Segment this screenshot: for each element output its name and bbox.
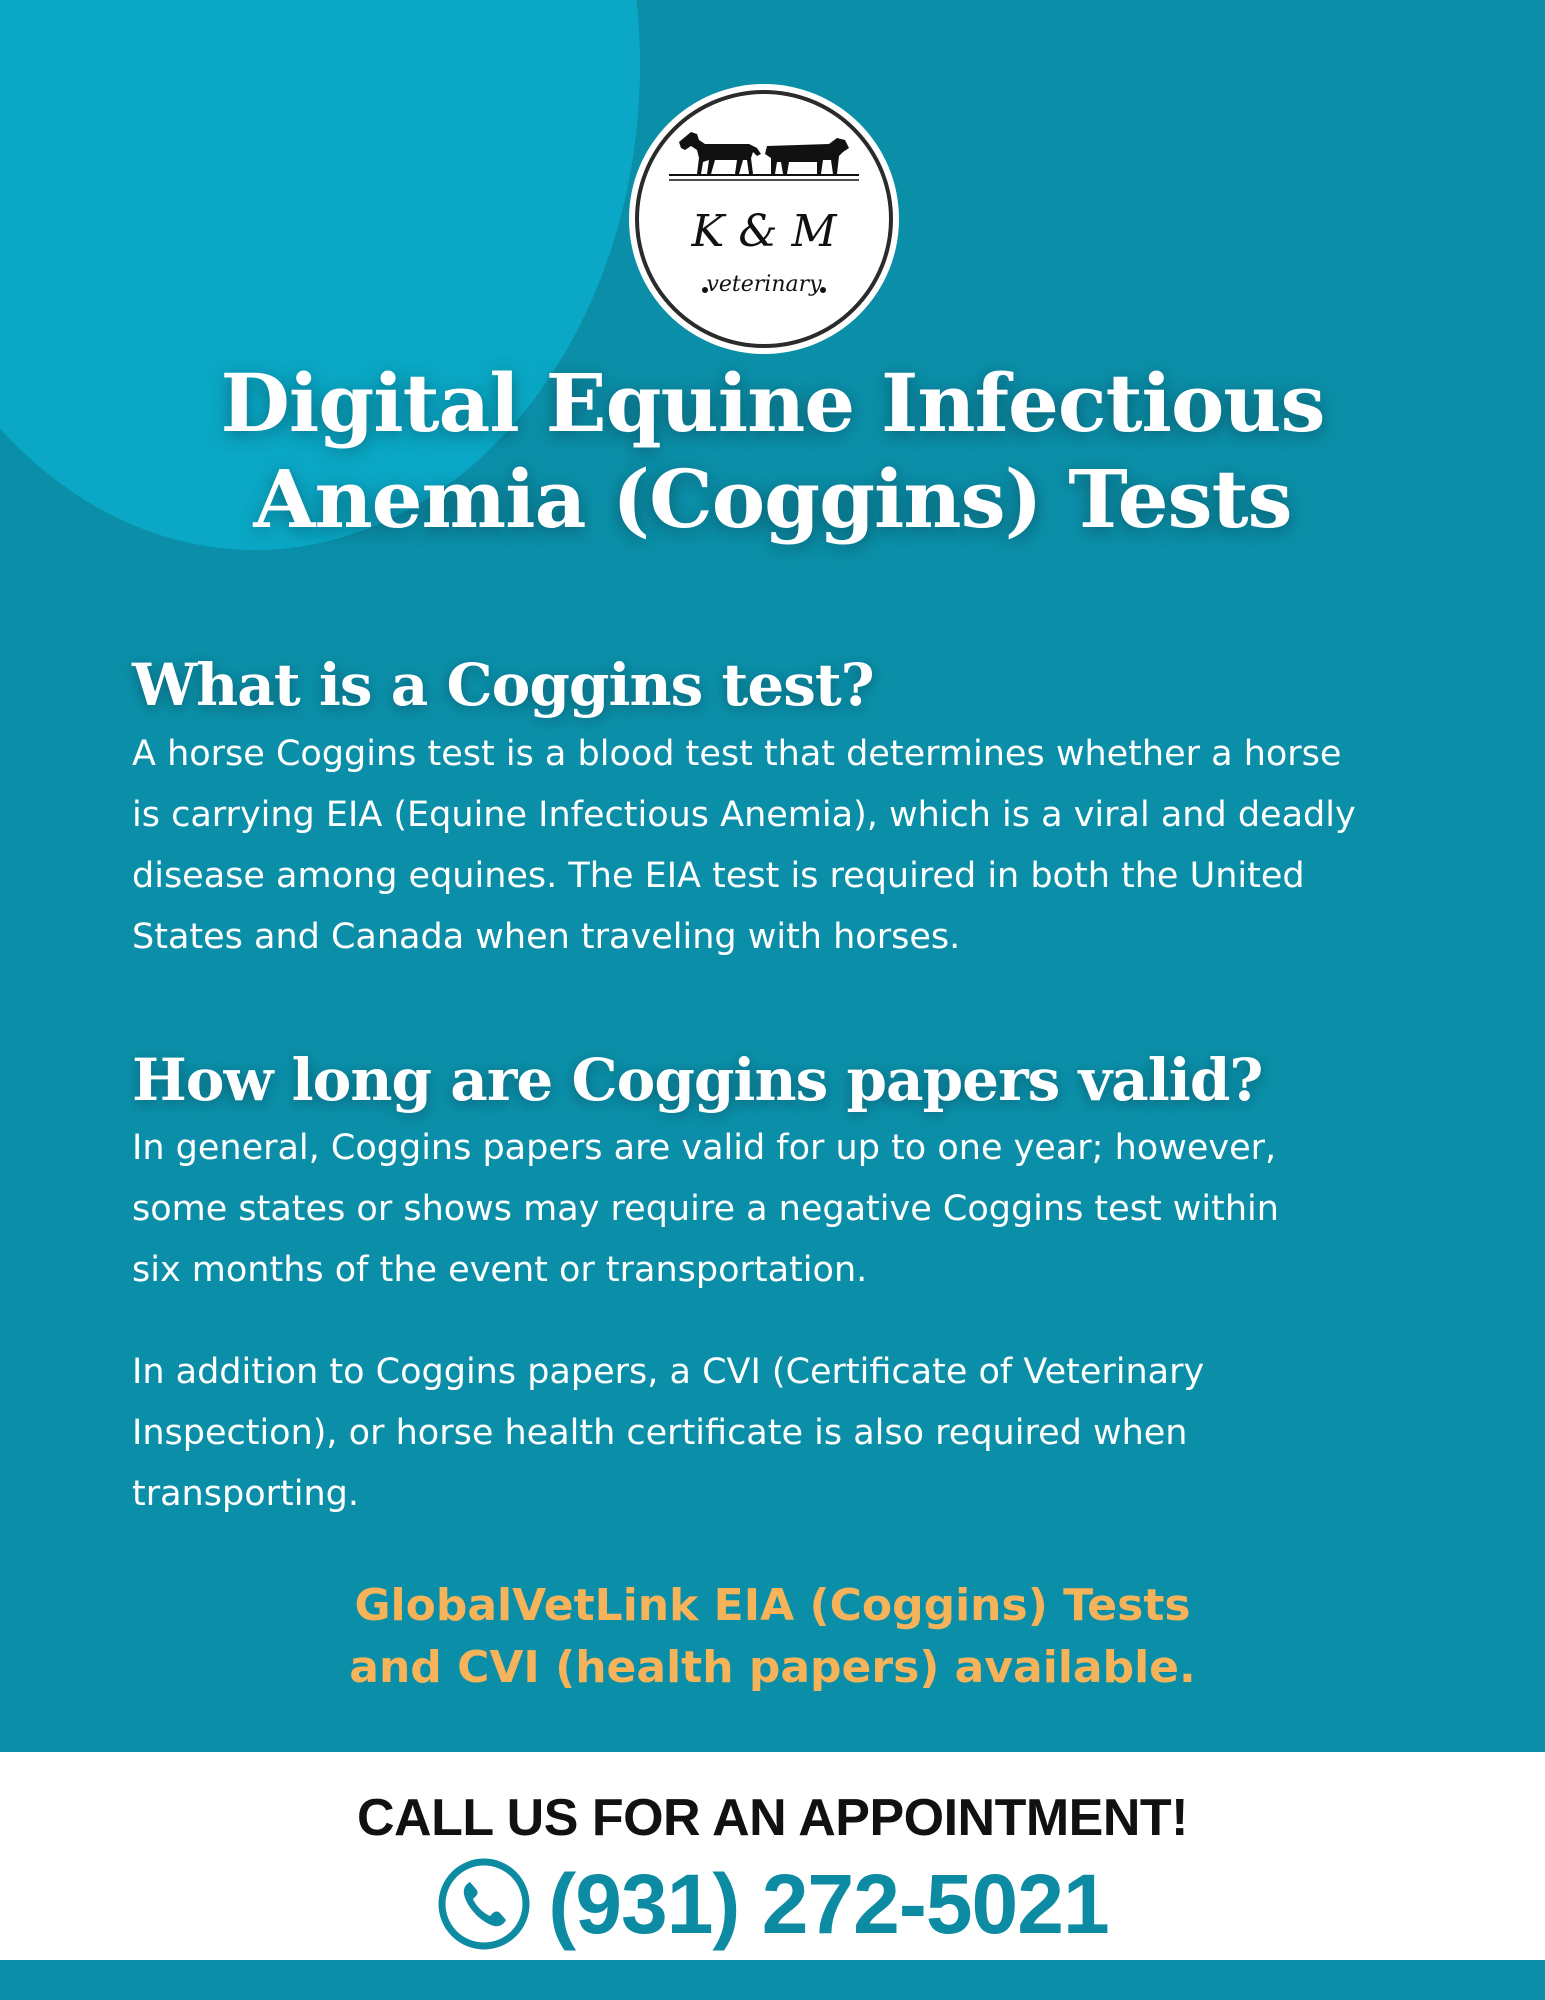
body-line: six months of the event or transportation. <box>132 1250 868 1290</box>
footer-contact <box>0 1752 1545 1960</box>
body-line: In general, Coggins papers are valid for up to one year; however, <box>132 1128 1277 1168</box>
body-line: In addition to Coggins papers, a CVI (Certificate of Veterinary <box>132 1352 1205 1392</box>
body-line: A horse Coggins test is a blood test that determines whether a horse <box>132 734 1342 774</box>
section-heading-validity: How long are Coggins papers valid? <box>132 1046 1263 1114</box>
phone-link[interactable] <box>0 1856 1545 1952</box>
phone-number[interactable]: (931) 272-5021 <box>548 1857 1109 1951</box>
page-title-line: Anemia (Coggins) Tests <box>253 452 1292 546</box>
body-line: some states or shows may require a negative Coggins test within <box>132 1189 1279 1229</box>
logo-mark: K & M <box>691 206 837 257</box>
call-to-action: CALL US FOR AN APPOINTMENT! <box>357 1789 1188 1847</box>
callout-line: and CVI (health papers) available. <box>349 1642 1196 1693</box>
body-line: States and Canada when traveling with horses. <box>132 917 961 957</box>
callout-line: GlobalVetLink EIA (Coggins) Tests <box>354 1580 1191 1631</box>
bottom-strip <box>0 1960 1545 2000</box>
body-line: Inspection), or horse health certificate is also required when <box>132 1413 1188 1453</box>
page-title-line: Digital Equine Infectious <box>220 356 1325 450</box>
phone-icon <box>436 1856 532 1952</box>
body-line: disease among equines. The EIA test is required in both the United <box>132 856 1305 896</box>
page-title <box>0 355 1545 547</box>
logo <box>635 90 893 348</box>
section-body-what-is <box>132 724 1356 968</box>
section-body-validity <box>132 1118 1279 1301</box>
section-heading-what-is: What is a Coggins test? <box>132 651 874 719</box>
logo-subtitle: veterinary <box>706 272 822 297</box>
section-body-cvi <box>132 1342 1204 1525</box>
availability-callout <box>0 1575 1545 1699</box>
body-line: transporting. <box>132 1474 359 1514</box>
body-line: is carrying EIA (Equine Infectious Anemia), which is a viral and deadly <box>132 795 1356 835</box>
